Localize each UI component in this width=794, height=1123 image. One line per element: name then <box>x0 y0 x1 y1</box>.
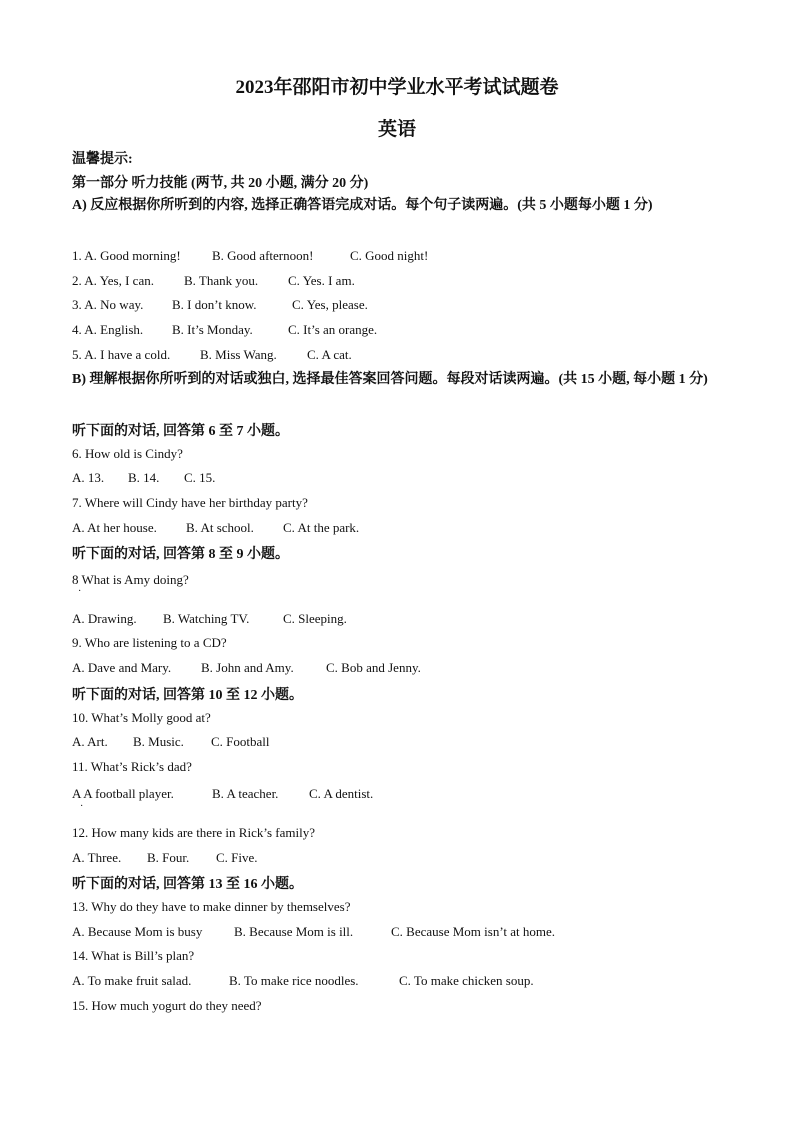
option-a: A A football player. <box>72 786 174 801</box>
options-8 <box>72 611 347 627</box>
question-12: 12. How many kids are there in Rick’s family? <box>72 825 315 840</box>
option-a: 3. A. No way. <box>72 297 144 312</box>
option-c: C. Five. <box>216 850 258 865</box>
options-14 <box>72 973 534 989</box>
option-a: 4. A. English. <box>72 322 144 337</box>
options-6 <box>72 470 215 486</box>
option-b: B. Thank you. <box>184 273 259 288</box>
option-b: B. I don’t know. <box>172 297 257 312</box>
option-c: C. Because Mom isn’t at home. <box>391 924 556 939</box>
option-a: A. Art. <box>72 734 108 749</box>
options-12 <box>72 850 258 866</box>
group-heading-10-12: 听下面的对话, 回答第 10 至 12 小题。 <box>72 688 303 703</box>
option-c: C. Football <box>211 734 270 749</box>
question-9: 9. Who are listening to a CD? <box>72 635 227 650</box>
option-c: C. A cat. <box>307 347 352 362</box>
option-c: C. Sleeping. <box>283 611 347 626</box>
option-b: B. Miss Wang. <box>200 347 277 362</box>
option-a: A. At her house. <box>72 520 157 535</box>
question-13: 13. Why do they have to make dinner by themselves? <box>72 899 351 914</box>
question-11: 11. What’s Rick’s dad? <box>72 759 192 774</box>
question-3 <box>72 297 368 313</box>
option-a: A. Dave and Mary. <box>72 660 172 675</box>
option-c: C. Bob and Jenny. <box>326 660 421 675</box>
page-title: 2023年邵阳市初中学业水平考试试题卷 <box>235 77 559 98</box>
option-a: A. Drawing. <box>72 611 137 626</box>
option-b: B. It’s Monday. <box>172 322 253 337</box>
option-c: C. A dentist. <box>309 786 374 801</box>
option-b: B. At school. <box>186 520 254 535</box>
options-10 <box>72 734 270 750</box>
option-c: C. To make chicken soup. <box>399 973 534 988</box>
option-b: B. Watching TV. <box>163 611 250 626</box>
option-c: C. 15. <box>184 470 216 485</box>
option-b: B. Four. <box>147 850 190 865</box>
option-c: C. Yes, please. <box>292 297 368 312</box>
question-6: 6. How old is Cindy? <box>72 446 183 461</box>
options-11 <box>72 786 373 802</box>
question-10: 10. What’s Molly good at? <box>72 710 211 725</box>
question-4 <box>72 322 377 338</box>
question-15: 15. How much yogurt do they need? <box>72 998 262 1013</box>
dot-mark: · <box>78 586 82 597</box>
option-b: B. A teacher. <box>212 786 279 801</box>
question-8: 8 What is Amy doing? <box>72 572 189 587</box>
option-a: 5. A. I have a cold. <box>72 347 171 362</box>
options-9 <box>72 660 421 676</box>
option-b: B. Because Mom is ill. <box>234 924 354 939</box>
option-c: C. Good night! <box>350 248 429 263</box>
section-b-heading: B) 理解根据你所听到的对话或独白, 选择最佳答案回答问题。每段对话读两遍。(共 15 小题, 每小题 1 分) <box>72 372 708 387</box>
section-a-heading: A) 反应根据你所听到的内容, 选择正确答语完成对话。每个句子读两遍。(共 5 小题每小题 1 分) <box>72 198 653 213</box>
question-5 <box>72 347 352 363</box>
option-c: C. It’s an orange. <box>288 322 378 337</box>
option-a: 2. A. Yes, I can. <box>72 273 154 288</box>
options-13 <box>72 924 555 940</box>
option-b: B. Music. <box>133 734 184 749</box>
group-heading-8-9: 听下面的对话, 回答第 8 至 9 小题。 <box>72 547 289 562</box>
part1-heading: 第一部分 听力技能 (两节, 共 20 小题, 满分 20 分) <box>72 176 369 191</box>
question-7: 7. Where will Cindy have her birthday party? <box>72 495 308 510</box>
tip-label: 温馨提示: <box>72 152 133 167</box>
option-c: C. Yes. I am. <box>288 273 355 288</box>
dot-mark: · <box>80 801 84 812</box>
option-a: A. Three. <box>72 850 122 865</box>
option-a: 1. A. Good morning! <box>72 248 181 263</box>
options-7 <box>72 520 359 536</box>
option-a: A. To make fruit salad. <box>72 973 192 988</box>
group-heading-6-7: 听下面的对话, 回答第 6 至 7 小题。 <box>72 424 289 439</box>
question-2 <box>72 273 355 289</box>
option-b: B. To make rice noodles. <box>229 973 359 988</box>
option-b: B. Good afternoon! <box>212 248 314 263</box>
option-a: A. 13. <box>72 470 105 485</box>
question-14: 14. What is Bill’s plan? <box>72 948 195 963</box>
option-b: B. John and Amy. <box>201 660 294 675</box>
group-heading-13-16: 听下面的对话, 回答第 13 至 16 小题。 <box>72 877 303 892</box>
question-1 <box>72 248 428 264</box>
option-b: B. 14. <box>128 470 160 485</box>
subject-title: 英语 <box>377 119 416 140</box>
option-c: C. At the park. <box>283 520 360 535</box>
option-a: A. Because Mom is busy <box>72 924 203 939</box>
